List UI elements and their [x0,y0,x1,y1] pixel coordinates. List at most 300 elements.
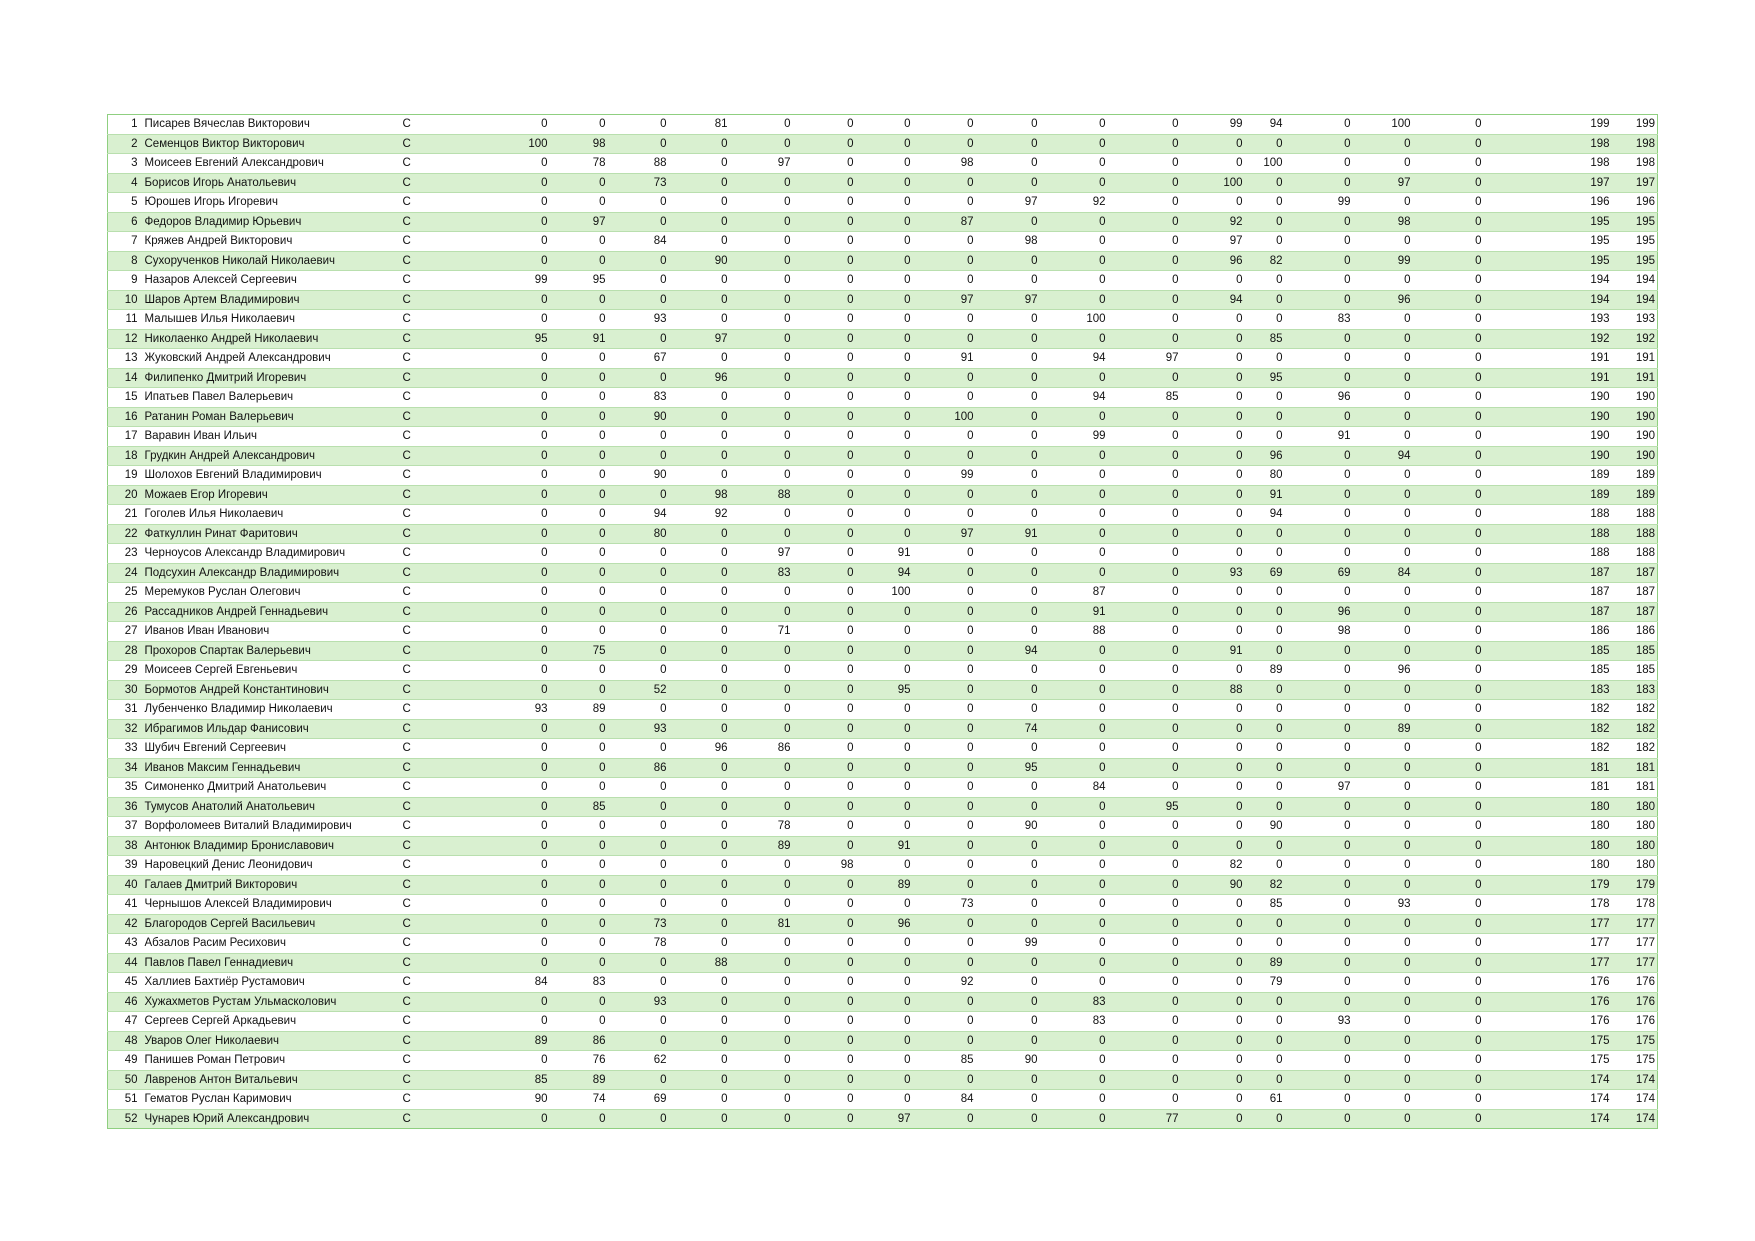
score-cell: 0 [1353,1109,1413,1129]
table-row [108,329,1658,349]
score-cell: 0 [454,407,550,427]
score-cell: 0 [1108,817,1181,837]
score-cell: 0 [793,1090,856,1110]
score-cell: 0 [550,934,608,954]
score-cell: 0 [793,973,856,993]
score-cell: 0 [1181,349,1245,369]
score-cell: 0 [793,700,856,720]
score-cell: 0 [793,173,856,193]
score-cell: 0 [1040,115,1108,135]
score-cell: 0 [1413,1051,1484,1071]
final-total-cell: 180 [1612,797,1658,817]
score-cell: 0 [1108,251,1181,271]
total-cell: 188 [1484,544,1612,564]
score-cell: 0 [550,310,608,330]
score-cell: 0 [1413,1090,1484,1110]
score-cell: 0 [913,251,976,271]
name-cell: Меремуков Руслан Олегович [140,583,402,603]
score-cell: 0 [793,290,856,310]
score-cell: 94 [608,505,669,525]
score-cell: 0 [1108,836,1181,856]
score-cell: 0 [1413,427,1484,447]
score-cell: 0 [793,134,856,154]
score-cell: 0 [1353,134,1413,154]
table-row [108,388,1658,408]
score-cell: 0 [730,1090,793,1110]
score-cell: 0 [1040,524,1108,544]
score-cell: 0 [1245,544,1285,564]
score-cell: 0 [1285,212,1353,232]
score-cell: 0 [1040,739,1108,759]
class-cell: С [402,836,454,856]
table-row [108,1031,1658,1051]
score-cell: 0 [1353,856,1413,876]
score-cell: 0 [976,1109,1040,1129]
score-cell: 0 [1245,212,1285,232]
table-row [108,173,1658,193]
total-cell: 182 [1484,719,1612,739]
score-cell: 89 [550,700,608,720]
score-cell: 0 [793,778,856,798]
score-cell: 0 [1040,1031,1108,1051]
score-cell: 0 [976,115,1040,135]
score-cell: 0 [913,115,976,135]
score-cell: 91 [856,836,913,856]
rank-cell: 20 [108,485,140,505]
score-cell: 0 [1040,563,1108,583]
total-cell: 177 [1484,934,1612,954]
rank-cell: 24 [108,563,140,583]
score-cell: 0 [1285,641,1353,661]
score-cell: 0 [1245,271,1285,291]
score-cell: 0 [454,739,550,759]
score-cell: 0 [856,427,913,447]
score-cell: 0 [1353,349,1413,369]
score-cell: 0 [608,1031,669,1051]
class-cell: С [402,388,454,408]
score-cell: 0 [1413,1031,1484,1051]
score-cell: 0 [1108,1051,1181,1071]
score-cell: 84 [913,1090,976,1110]
score-cell: 0 [1040,466,1108,486]
total-cell: 195 [1484,212,1612,232]
score-cell: 0 [913,446,976,466]
score-cell: 99 [976,934,1040,954]
score-cell: 0 [669,212,730,232]
score-cell: 0 [976,875,1040,895]
class-cell: С [402,1070,454,1090]
class-cell: С [402,778,454,798]
rank-cell: 32 [108,719,140,739]
score-cell: 0 [1040,758,1108,778]
score-cell: 0 [1413,895,1484,915]
score-cell: 82 [1181,856,1245,876]
score-cell: 0 [1353,466,1413,486]
total-cell: 175 [1484,1051,1612,1071]
score-cell: 86 [608,758,669,778]
score-cell: 0 [1245,349,1285,369]
score-cell: 0 [730,407,793,427]
rank-cell: 46 [108,992,140,1012]
score-cell: 0 [730,232,793,252]
score-cell: 0 [550,193,608,213]
score-cell: 0 [454,349,550,369]
score-cell: 0 [1040,934,1108,954]
score-cell: 0 [1413,1012,1484,1032]
score-cell: 0 [550,485,608,505]
score-cell: 0 [669,973,730,993]
score-cell: 0 [1245,134,1285,154]
score-cell: 0 [1413,1109,1484,1129]
score-cell: 0 [856,134,913,154]
score-cell: 0 [1413,232,1484,252]
score-cell: 0 [856,154,913,174]
score-cell: 0 [608,329,669,349]
score-cell: 0 [856,524,913,544]
class-cell: С [402,1051,454,1071]
score-cell: 0 [669,680,730,700]
class-cell: С [402,739,454,759]
score-cell: 0 [913,232,976,252]
score-cell: 0 [730,1051,793,1071]
score-cell: 0 [1413,778,1484,798]
name-cell: Ипатьев Павел Валерьевич [140,388,402,408]
score-cell: 0 [608,446,669,466]
total-cell: 195 [1484,232,1612,252]
score-cell: 0 [976,212,1040,232]
score-cell: 0 [976,349,1040,369]
rank-cell: 2 [108,134,140,154]
score-cell: 0 [1413,992,1484,1012]
name-cell: Писарев Вячеслав Викторович [140,115,402,135]
score-cell: 0 [608,797,669,817]
score-cell: 0 [1413,388,1484,408]
score-cell: 0 [793,934,856,954]
score-cell: 0 [1108,485,1181,505]
score-cell: 0 [730,446,793,466]
name-cell: Бормотов Андрей Константинович [140,680,402,700]
score-cell: 0 [1245,290,1285,310]
table-row [108,680,1658,700]
final-total-cell: 198 [1612,154,1658,174]
table-row [108,875,1658,895]
score-cell: 0 [793,719,856,739]
score-cell: 0 [1108,641,1181,661]
score-cell: 0 [1285,1031,1353,1051]
score-cell: 0 [856,797,913,817]
score-cell: 0 [1413,914,1484,934]
score-cell: 0 [976,544,1040,564]
score-cell: 0 [454,1051,550,1071]
score-cell: 0 [1040,1109,1108,1129]
class-cell: С [402,1109,454,1129]
score-cell: 0 [793,115,856,135]
rank-cell: 43 [108,934,140,954]
score-cell: 0 [856,485,913,505]
total-cell: 187 [1484,583,1612,603]
score-cell: 0 [1108,1031,1181,1051]
rank-cell: 18 [108,446,140,466]
score-cell: 0 [1108,1070,1181,1090]
score-cell: 0 [793,524,856,544]
score-cell: 0 [793,446,856,466]
score-cell: 0 [1181,134,1245,154]
score-cell: 0 [1108,895,1181,915]
final-total-cell: 187 [1612,583,1658,603]
score-cell: 0 [669,1109,730,1129]
score-cell: 0 [550,875,608,895]
score-cell: 0 [1353,992,1413,1012]
score-cell: 93 [1285,1012,1353,1032]
score-cell: 0 [454,680,550,700]
score-cell: 0 [730,700,793,720]
rank-cell: 35 [108,778,140,798]
score-cell: 0 [550,446,608,466]
score-cell: 80 [1245,466,1285,486]
score-cell: 0 [1413,505,1484,525]
score-cell: 0 [976,251,1040,271]
score-cell: 0 [856,856,913,876]
score-cell: 0 [1040,953,1108,973]
rank-cell: 30 [108,680,140,700]
score-cell: 0 [793,817,856,837]
final-total-cell: 197 [1612,173,1658,193]
score-cell: 0 [454,290,550,310]
score-cell: 0 [1285,329,1353,349]
score-cell: 0 [1285,173,1353,193]
score-cell: 0 [793,583,856,603]
score-cell: 0 [550,388,608,408]
score-cell: 100 [1040,310,1108,330]
score-cell: 0 [1285,407,1353,427]
total-cell: 176 [1484,992,1612,1012]
score-cell: 96 [1285,602,1353,622]
rank-cell: 44 [108,953,140,973]
score-cell: 0 [913,505,976,525]
score-cell: 0 [608,563,669,583]
score-cell: 0 [1353,622,1413,642]
class-cell: С [402,193,454,213]
score-cell: 0 [730,680,793,700]
score-cell: 0 [793,466,856,486]
rank-cell: 52 [108,1109,140,1129]
score-cell: 0 [1353,583,1413,603]
score-cell: 0 [1108,739,1181,759]
score-cell: 0 [976,895,1040,915]
table-row [108,563,1658,583]
score-cell: 90 [608,407,669,427]
score-cell: 0 [454,115,550,135]
name-cell: Антонюк Владимир Брониславович [140,836,402,856]
score-cell: 97 [730,544,793,564]
score-cell: 0 [669,875,730,895]
score-cell: 0 [1245,622,1285,642]
name-cell: Иванов Максим Геннадьевич [140,758,402,778]
name-cell: Иванов Иван Иванович [140,622,402,642]
score-cell: 0 [454,1109,550,1129]
score-cell: 69 [608,1090,669,1110]
score-cell: 0 [1353,778,1413,798]
score-cell: 0 [1181,271,1245,291]
score-cell: 0 [1108,446,1181,466]
score-cell: 0 [1040,368,1108,388]
score-cell: 0 [550,661,608,681]
name-cell: Фаткуллин Ринат Фаритович [140,524,402,544]
score-cell: 0 [1181,1012,1245,1032]
score-cell: 0 [1353,934,1413,954]
score-cell: 85 [1245,895,1285,915]
table-row [108,1090,1658,1110]
score-cell: 0 [550,914,608,934]
class-cell: С [402,700,454,720]
score-cell: 0 [550,602,608,622]
score-cell: 0 [1353,973,1413,993]
final-total-cell: 183 [1612,680,1658,700]
score-cell: 90 [1181,875,1245,895]
score-cell: 0 [550,680,608,700]
score-cell: 0 [856,992,913,1012]
score-cell: 0 [913,563,976,583]
score-cell: 0 [856,895,913,915]
score-cell: 0 [856,505,913,525]
total-cell: 193 [1484,310,1612,330]
total-cell: 182 [1484,739,1612,759]
score-cell: 0 [608,251,669,271]
table-row [108,427,1658,447]
total-cell: 188 [1484,524,1612,544]
score-cell: 0 [550,524,608,544]
score-cell: 0 [1245,310,1285,330]
score-cell: 0 [1108,661,1181,681]
score-cell: 99 [1181,115,1245,135]
score-cell: 0 [1108,973,1181,993]
score-cell: 0 [1040,1090,1108,1110]
class-cell: С [402,466,454,486]
score-cell: 0 [608,778,669,798]
score-cell: 0 [1413,154,1484,174]
score-cell: 0 [1413,797,1484,817]
score-cell: 0 [1413,290,1484,310]
final-total-cell: 181 [1612,778,1658,798]
total-cell: 192 [1484,329,1612,349]
score-cell: 0 [730,193,793,213]
score-cell: 0 [856,271,913,291]
score-cell: 0 [1413,973,1484,993]
score-cell: 93 [454,700,550,720]
score-cell: 0 [550,115,608,135]
score-cell: 99 [1353,251,1413,271]
score-cell: 0 [976,661,1040,681]
score-cell: 0 [1245,583,1285,603]
score-cell: 52 [608,680,669,700]
table-row [108,700,1658,720]
score-cell: 0 [1108,134,1181,154]
score-cell: 0 [1040,154,1108,174]
total-cell: 180 [1484,817,1612,837]
score-cell: 85 [454,1070,550,1090]
score-cell: 0 [730,602,793,622]
score-cell: 93 [1353,895,1413,915]
final-total-cell: 196 [1612,193,1658,213]
score-cell: 0 [669,407,730,427]
final-total-cell: 177 [1612,914,1658,934]
score-cell: 0 [1181,817,1245,837]
rank-cell: 16 [108,407,140,427]
score-cell: 98 [550,134,608,154]
score-cell: 0 [454,466,550,486]
score-cell: 0 [1413,680,1484,700]
score-cell: 0 [1181,407,1245,427]
total-cell: 190 [1484,427,1612,447]
name-cell: Галаев Дмитрий Викторович [140,875,402,895]
score-cell: 0 [1181,1051,1245,1071]
score-cell: 0 [608,739,669,759]
score-cell: 0 [1245,700,1285,720]
score-cell: 0 [669,271,730,291]
score-cell: 81 [730,914,793,934]
score-cell: 90 [976,817,1040,837]
score-cell: 0 [1181,661,1245,681]
score-cell: 0 [608,134,669,154]
rank-cell: 13 [108,349,140,369]
score-cell: 0 [1245,719,1285,739]
table-row [108,914,1658,934]
total-cell: 176 [1484,1012,1612,1032]
score-cell: 0 [976,173,1040,193]
score-cell: 0 [730,661,793,681]
score-cell: 0 [1353,700,1413,720]
rank-cell: 38 [108,836,140,856]
rank-cell: 36 [108,797,140,817]
table-row [108,485,1658,505]
score-cell: 0 [913,934,976,954]
rank-cell: 26 [108,602,140,622]
final-total-cell: 188 [1612,524,1658,544]
score-cell: 83 [1040,992,1108,1012]
score-cell: 100 [913,407,976,427]
score-cell: 0 [1181,524,1245,544]
table-row [108,115,1658,135]
score-cell: 0 [856,817,913,837]
score-cell: 67 [608,349,669,369]
table-row [108,739,1658,759]
score-cell: 0 [1040,212,1108,232]
score-cell: 0 [454,719,550,739]
class-cell: С [402,290,454,310]
score-cell: 0 [608,836,669,856]
score-cell: 0 [856,739,913,759]
score-cell: 100 [1353,115,1413,135]
score-cell: 0 [1353,836,1413,856]
score-cell: 0 [1181,719,1245,739]
score-cell: 0 [1353,1051,1413,1071]
score-cell: 99 [913,466,976,486]
score-cell: 0 [976,739,1040,759]
score-cell: 76 [550,1051,608,1071]
score-cell: 0 [856,973,913,993]
score-cell: 0 [1040,700,1108,720]
class-cell: С [402,797,454,817]
score-cell: 0 [550,895,608,915]
table-row [108,641,1658,661]
score-cell: 0 [976,622,1040,642]
score-cell: 0 [1040,1051,1108,1071]
name-cell: Гоголев Илья Николаевич [140,505,402,525]
rank-cell: 39 [108,856,140,876]
total-cell: 178 [1484,895,1612,915]
class-cell: С [402,368,454,388]
score-cell: 0 [913,797,976,817]
